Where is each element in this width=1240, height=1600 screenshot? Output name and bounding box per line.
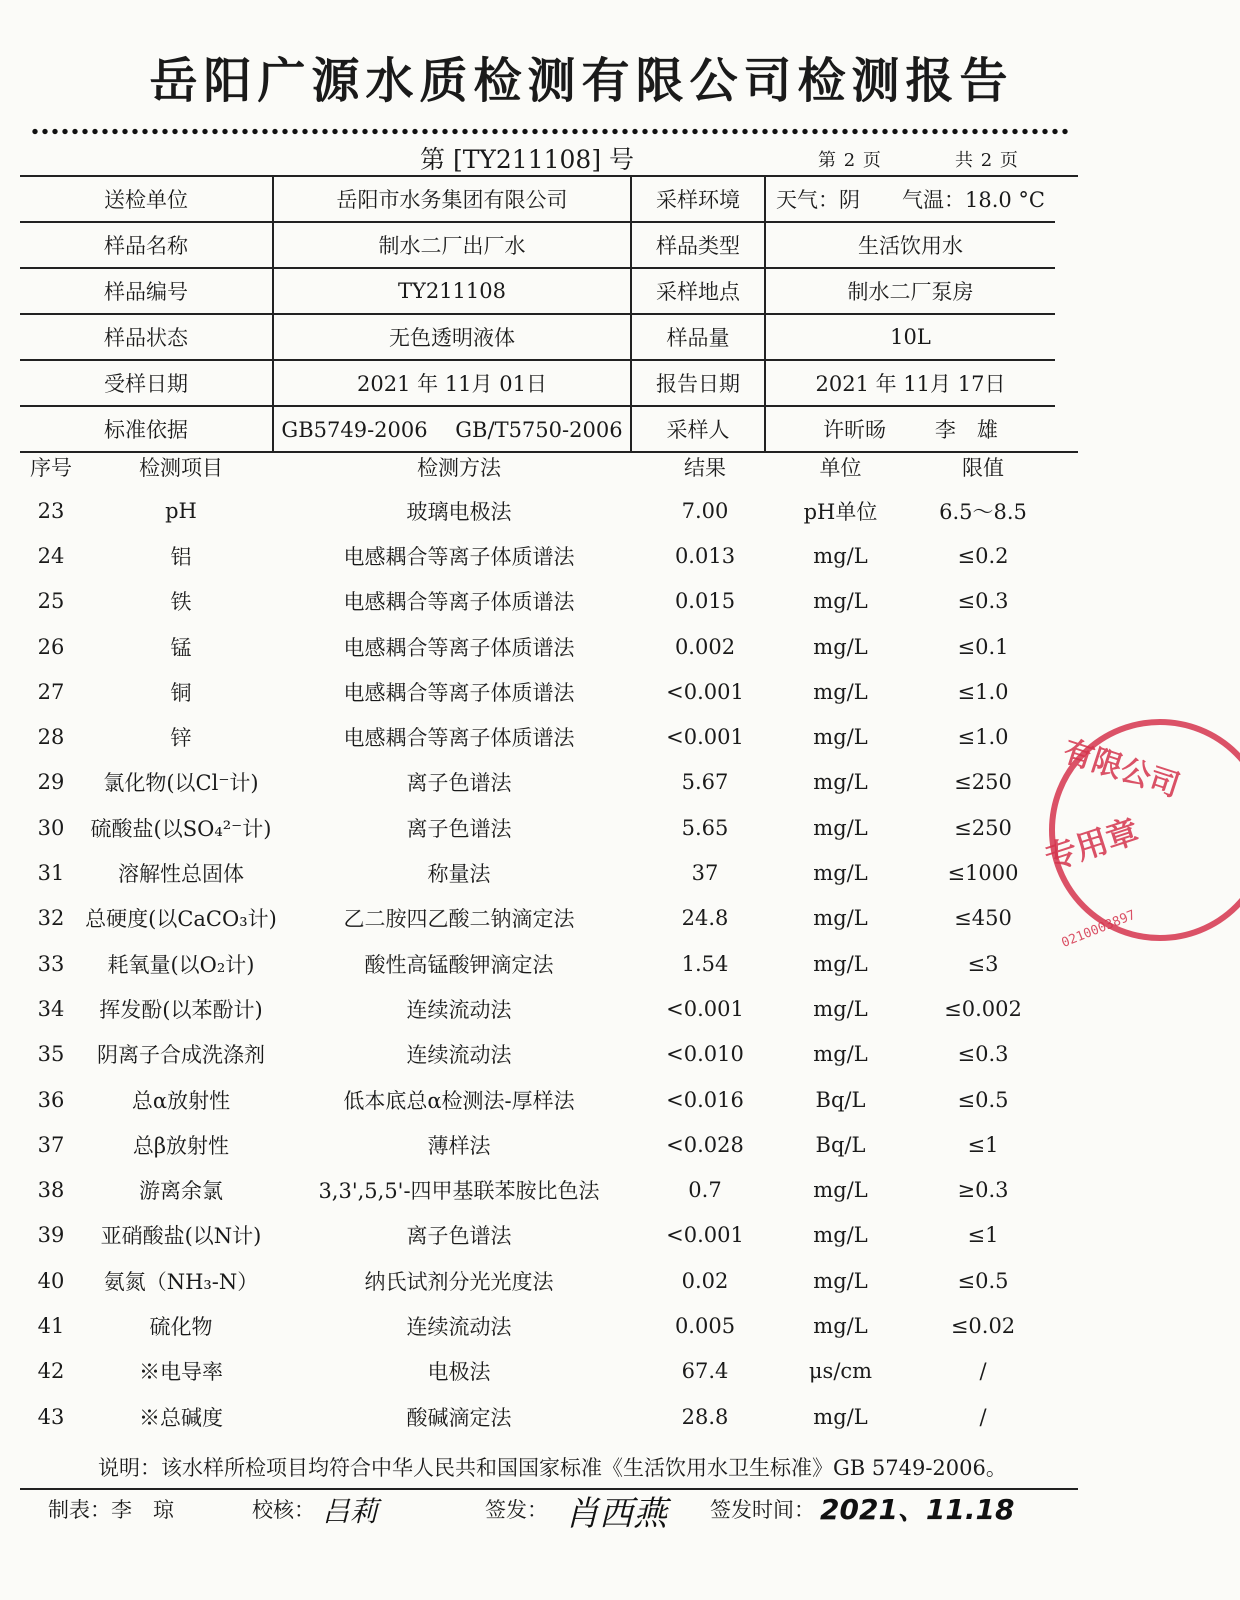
row-result: 37: [691, 861, 719, 886]
info-value: 制水二厂出厂水: [273, 222, 631, 268]
row-result: 0.005: [674, 1313, 736, 1338]
page-number: 第 2 页: [818, 150, 882, 171]
row-seq: 35: [37, 1042, 65, 1067]
info-row: [20, 314, 1078, 360]
row-method: 离子色谱法: [406, 816, 512, 841]
row-unit: mg/L: [813, 951, 868, 976]
row-method: 连续流动法: [406, 1043, 512, 1068]
table-row: [20, 1394, 1078, 1439]
info-label: 样品类型: [631, 222, 765, 268]
row-item: 游离余氯: [139, 1179, 223, 1204]
table-row: [20, 805, 1078, 850]
row-item: 氨氮（NH₃-N）: [103, 1269, 259, 1294]
info-value: GB5749-2006 GB/T5750-2006: [273, 406, 631, 452]
row-item: 氯化物(以Cl⁻计): [103, 771, 259, 796]
issued-signature: 肖西燕: [565, 1494, 667, 1534]
header-result: 结果: [684, 456, 726, 480]
row-seq: 39: [37, 1223, 65, 1248]
row-result: 5.67: [681, 770, 729, 795]
row-seq: 24: [37, 543, 65, 568]
row-item: 溶解性总固体: [118, 862, 244, 887]
info-label: 采样环境: [631, 176, 765, 222]
row-method: 纳氏试剂分光光度法: [364, 1269, 554, 1294]
checked-signature: 吕莉: [322, 1495, 379, 1528]
row-method: 称量法: [427, 862, 491, 887]
row-seq: 41: [37, 1313, 65, 1338]
info-value: 许昕旸 李 雄: [765, 406, 1055, 452]
conclusion-note: 说明：该水样所检项目均符合中华人民共和国国家标准《生活饮用水卫生标准》GB 5749-2006。: [98, 1456, 1007, 1480]
row-result: 0.013: [674, 543, 736, 568]
row-unit: mg/L: [813, 906, 868, 931]
row-result: 0.02: [681, 1268, 729, 1293]
row-item: 耗氧量(以O₂计): [107, 952, 255, 977]
row-result: 0.7: [688, 1178, 722, 1203]
row-limit: ≤250: [954, 815, 1012, 840]
table-row: [20, 488, 1078, 533]
row-method: 离子色谱法: [406, 1224, 512, 1249]
row-limit: ≤3: [967, 951, 999, 976]
row-unit: mg/L: [813, 996, 868, 1021]
row-method: 乙二胺四乙酸二钠滴定法: [343, 907, 575, 932]
row-unit: μs/cm: [808, 1359, 873, 1384]
row-item: 锰: [170, 635, 192, 660]
row-method: 酸性高锰酸钾滴定法: [364, 952, 554, 977]
row-seq: 37: [37, 1132, 65, 1157]
info-value: 2021 年 11月 17日: [765, 360, 1055, 406]
info-value: 岳阳市水务集团有限公司: [273, 176, 631, 222]
row-method: 3,3',5,5'-四甲基联苯胺比色法: [318, 1179, 600, 1204]
table-row: [20, 714, 1078, 759]
svg-text:0210003897: 0210003897: [1059, 907, 1138, 951]
row-seq: 34: [37, 996, 65, 1021]
row-limit: ≤1.0: [957, 725, 1009, 750]
dotted-divider: [30, 128, 1068, 135]
row-limit: ≤0.002: [944, 996, 1022, 1021]
total-pages: 共 2 页: [955, 150, 1019, 171]
row-unit: mg/L: [813, 1223, 868, 1248]
row-unit: mg/L: [813, 543, 868, 568]
row-unit: mg/L: [813, 589, 868, 614]
row-method: 电感耦合等离子体质谱法: [343, 680, 575, 705]
row-unit: mg/L: [813, 815, 868, 840]
row-seq: 33: [37, 951, 65, 976]
row-limit: ≤0.02: [950, 1313, 1016, 1338]
row-seq: 27: [37, 679, 65, 704]
table-row: [20, 941, 1078, 986]
row-result: 67.4: [681, 1359, 729, 1384]
table-row: [20, 850, 1078, 895]
info-value: 制水二厂泵房: [765, 268, 1055, 314]
row-limit: ≤1: [967, 1223, 999, 1248]
table-row: [20, 1077, 1078, 1122]
info-value: TY211108: [273, 268, 631, 314]
info-label: 受样日期: [20, 360, 273, 406]
row-seq: 38: [37, 1178, 65, 1203]
row-unit: Bq/L: [815, 1087, 866, 1112]
row-unit: mg/L: [813, 725, 868, 750]
row-seq: 43: [37, 1404, 65, 1429]
info-label: 样品量: [631, 314, 765, 360]
row-item: 硫酸盐(以SO₄²⁻计): [90, 816, 272, 841]
row-result: <0.001: [666, 1223, 744, 1248]
row-item: 挥发酚(以苯酚计): [99, 997, 263, 1022]
issue-time-label: 签发时间：: [710, 1498, 815, 1522]
row-unit: mg/L: [813, 1042, 868, 1067]
row-item: 总α放射性: [131, 1088, 231, 1113]
svg-text:有限公司: 有限公司: [1058, 733, 1184, 805]
info-label: 报告日期: [631, 360, 765, 406]
report-number: 第 [TY211108] 号: [420, 145, 635, 174]
row-item: 铝: [170, 544, 192, 569]
row-unit: mg/L: [813, 1268, 868, 1293]
row-item: 总β放射性: [132, 1133, 230, 1158]
row-limit: ≤1000: [947, 861, 1019, 886]
row-limit: /: [979, 1359, 987, 1384]
results-header-row: [20, 446, 1078, 488]
info-label: 样品名称: [20, 222, 273, 268]
row-unit: mg/L: [813, 861, 868, 886]
row-method: 电感耦合等离子体质谱法: [343, 590, 575, 615]
row-seq: 42: [37, 1359, 65, 1384]
table-row: [20, 1258, 1078, 1303]
header-method: 检测方法: [417, 456, 501, 480]
table-row: [20, 579, 1078, 624]
info-label: 样品状态: [20, 314, 273, 360]
row-item: 铁: [170, 590, 192, 615]
row-seq: 31: [37, 861, 65, 886]
row-unit: mg/L: [813, 679, 868, 704]
row-seq: 28: [37, 725, 65, 750]
row-method: 电感耦合等离子体质谱法: [343, 544, 575, 569]
row-method: 电感耦合等离子体质谱法: [343, 726, 575, 751]
table-row: [20, 986, 1078, 1031]
row-unit: mg/L: [813, 1313, 868, 1338]
row-item: ※总碱度: [139, 1405, 223, 1430]
row-limit: /: [979, 1404, 987, 1429]
prepared-by: 制表：李 琼: [48, 1498, 174, 1522]
sample-info-table: [20, 175, 1078, 453]
row-method: 电感耦合等离子体质谱法: [343, 635, 575, 660]
table-row: [20, 1303, 1078, 1348]
row-method: 电极法: [427, 1360, 491, 1385]
row-item: 锌: [170, 726, 192, 751]
info-row: [20, 360, 1078, 406]
row-result: 7.00: [681, 498, 729, 523]
svg-text:专用章: 专用章: [1040, 811, 1144, 878]
row-method: 离子色谱法: [406, 771, 512, 796]
row-limit: ≤450: [954, 906, 1012, 931]
row-limit: ≤0.3: [957, 589, 1009, 614]
row-result: 0.002: [674, 634, 736, 659]
info-row: [20, 222, 1078, 268]
info-value: 无色透明液体: [273, 314, 631, 360]
row-result: <0.001: [666, 996, 744, 1021]
row-result: 5.65: [681, 815, 729, 840]
row-unit: pH单位: [803, 499, 878, 524]
company-seal: [1040, 710, 1240, 950]
checked-label: 校核：: [252, 1498, 315, 1522]
info-value: 生活饮用水: [765, 222, 1055, 268]
row-method: 低本底总α检测法-厚样法: [343, 1088, 575, 1113]
row-limit: ≤1.0: [957, 679, 1009, 704]
info-label: 采样人: [631, 406, 765, 452]
row-result: 24.8: [681, 906, 729, 931]
header-limit: 限值: [962, 456, 1004, 480]
issued-label: 签发：: [485, 1498, 548, 1522]
table-row: [20, 1032, 1078, 1077]
row-method: 薄样法: [427, 1133, 491, 1158]
table-row: [20, 896, 1078, 941]
info-label: 采样地点: [631, 268, 765, 314]
row-seq: 40: [37, 1268, 65, 1293]
info-label: 样品编号: [20, 268, 273, 314]
row-result: 1.54: [681, 951, 729, 976]
row-limit: ≤1: [967, 1132, 999, 1157]
row-seq: 32: [37, 906, 65, 931]
table-row: [20, 624, 1078, 669]
header-unit: 单位: [819, 456, 862, 480]
table-row: [20, 669, 1078, 714]
row-limit: ≤250: [954, 770, 1012, 795]
row-seq: 36: [37, 1087, 65, 1112]
table-row: [20, 1122, 1078, 1167]
row-unit: mg/L: [813, 1404, 868, 1429]
table-row: [20, 533, 1078, 578]
results-table: [20, 446, 1078, 1439]
row-result: 0.015: [674, 589, 736, 614]
row-seq: 23: [37, 498, 65, 523]
row-result: 28.8: [681, 1404, 729, 1429]
header-seq: 序号: [30, 456, 72, 480]
row-limit: ≤0.1: [957, 634, 1009, 659]
row-seq: 25: [37, 589, 65, 614]
info-value: 天气：阴 气温：18.0 °C: [765, 176, 1055, 222]
info-label: 标准依据: [20, 406, 273, 452]
row-result: <0.001: [666, 725, 744, 750]
row-limit: ≤0.5: [957, 1268, 1009, 1293]
row-limit: ≥0.3: [957, 1178, 1009, 1203]
issue-time-handwritten: 2021、11.18: [820, 1493, 1015, 1526]
info-value: 10L: [765, 314, 1055, 360]
row-result: <0.028: [666, 1132, 744, 1157]
row-unit: Bq/L: [815, 1132, 866, 1157]
row-result: <0.010: [666, 1042, 744, 1067]
row-limit: ≤0.5: [957, 1087, 1009, 1112]
row-limit: ≤0.2: [957, 543, 1009, 568]
row-item: ※电导率: [139, 1360, 223, 1385]
info-row: [20, 176, 1078, 222]
row-method: 酸碱滴定法: [406, 1405, 512, 1430]
row-seq: 26: [37, 634, 65, 659]
row-item: pH: [165, 498, 197, 523]
row-item: 硫化物: [149, 1314, 213, 1339]
row-item: 铜: [170, 680, 192, 705]
table-row: [20, 1349, 1078, 1394]
row-seq: 29: [37, 770, 65, 795]
row-item: 亚硝酸盐(以N计): [100, 1224, 262, 1249]
row-result: <0.016: [666, 1087, 744, 1112]
row-unit: mg/L: [813, 770, 868, 795]
row-item: 阴离子合成洗涤剂: [97, 1043, 265, 1068]
row-method: 连续流动法: [406, 997, 512, 1022]
row-method: 玻璃电极法: [406, 499, 512, 524]
table-row: [20, 1167, 1078, 1212]
table-row: [20, 1213, 1078, 1258]
report-title: 岳阳广源水质检测有限公司检测报告: [149, 53, 1014, 109]
row-seq: 30: [37, 815, 65, 840]
table-row: [20, 760, 1078, 805]
info-value: 2021 年 11月 01日: [273, 360, 631, 406]
row-unit: mg/L: [813, 1178, 868, 1203]
info-row: [20, 268, 1078, 314]
row-result: <0.001: [666, 679, 744, 704]
row-unit: mg/L: [813, 634, 868, 659]
header-item: 检测项目: [139, 456, 223, 480]
row-method: 连续流动法: [406, 1314, 512, 1339]
row-limit: 6.5～8.5: [939, 499, 1027, 524]
info-label: 送检单位: [20, 176, 273, 222]
row-limit: ≤0.3: [957, 1042, 1009, 1067]
row-item: 总硬度(以CaCO₃计): [85, 907, 277, 932]
